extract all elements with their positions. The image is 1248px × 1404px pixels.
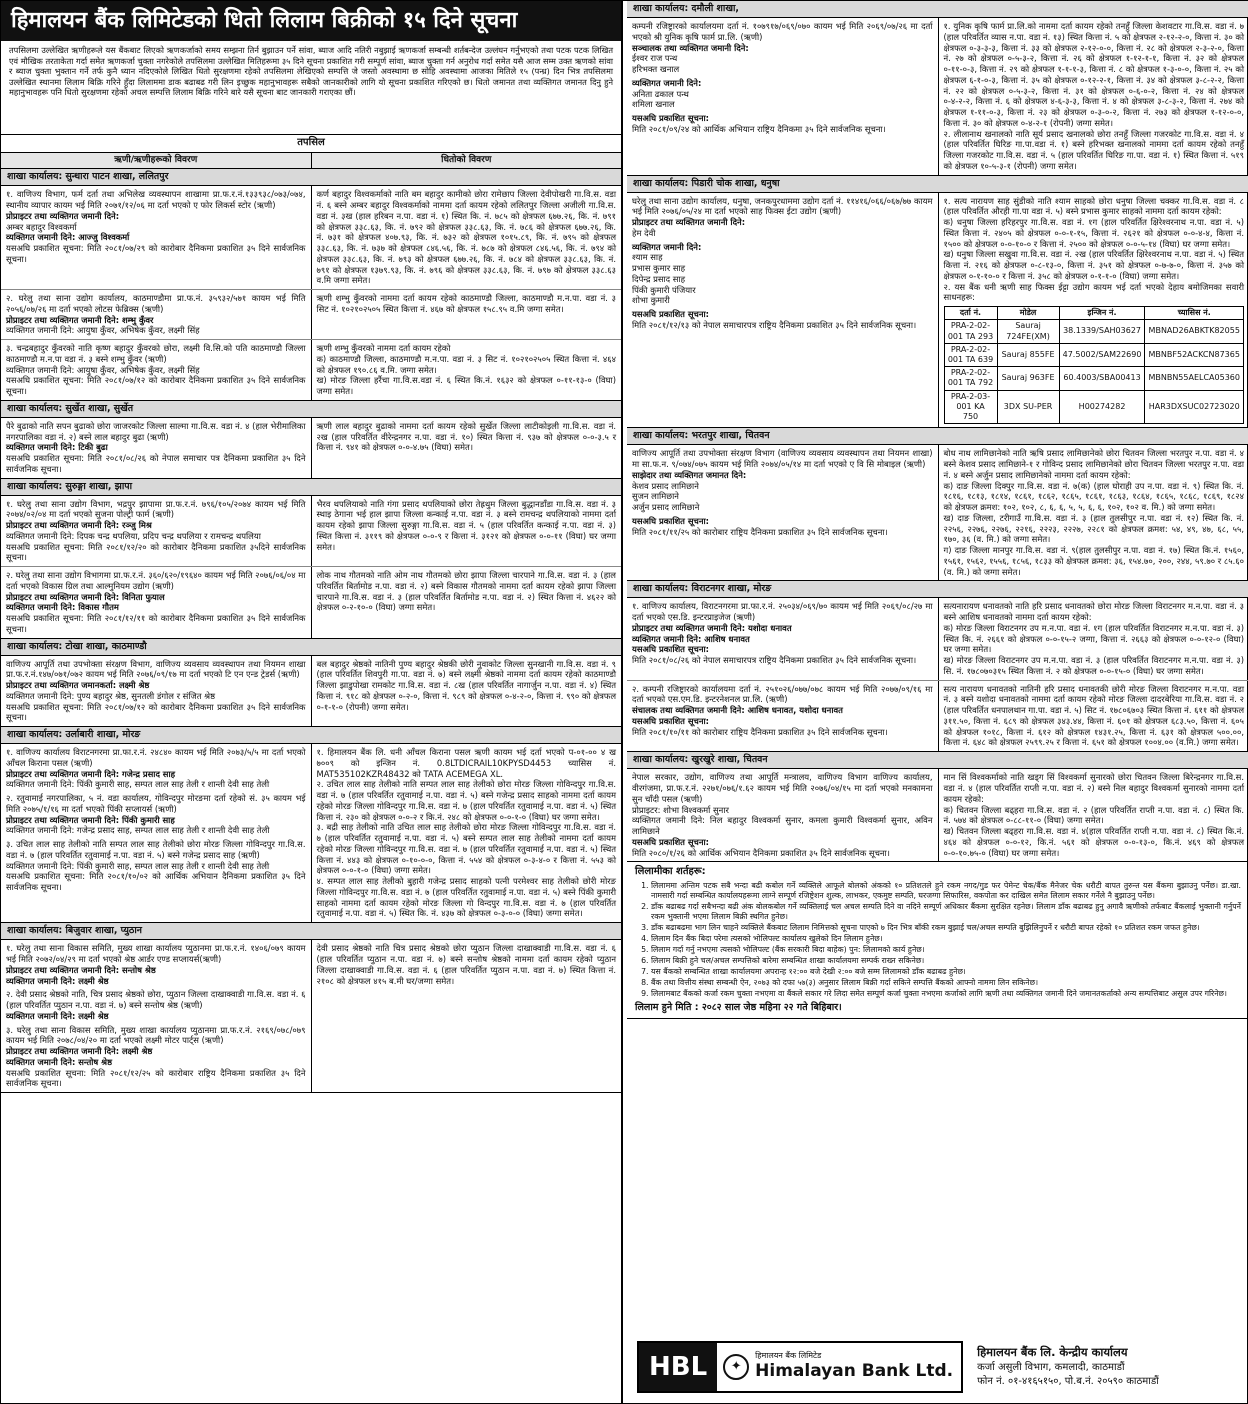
table-row xyxy=(627,445,1248,580)
borrower-details-line: प्रोप्राइटर तथा व्यक्तिगत जमानी दिने: सन्तोष श्रेष्ठ xyxy=(6,964,156,975)
collateral-details xyxy=(311,418,622,478)
borrower-details-line: १. घरेलु तथा साना उद्योग विभाग, भद्रपुर झापामा प्रा.फ.र.नं. ७९६/१०५/२०७४ कायम भई मिति २०७४/०२/०४ मा दर्ता भएको सुजना पोल्ट्री फार्म (ऋणी) xyxy=(6,498,306,520)
borrower-details-line: पिंकी कुमारी पंजियार xyxy=(632,284,696,295)
collateral-details-line: ऋणी शम्भु कुँवरको नाममा दर्ता कायम रहेको xyxy=(316,343,451,354)
borrower-details-line: यसअघि प्रकाशित सूचना: xyxy=(632,644,710,655)
collateral-details xyxy=(938,598,1248,679)
collateral-details xyxy=(311,744,622,922)
vehicle-cell: Sauraj 963FE xyxy=(997,367,1059,390)
borrower-details-line: व्यक्तिगत जमानी दिने: गजेन्द्र प्रसाद साह, सम्पत लाल साह तेली र शान्ती देवी साह तेली xyxy=(6,825,270,836)
borrower-details-line: प्रोप्राइटर तथा व्यक्तिगत जमानी दिने: xyxy=(6,210,120,221)
borrower-details xyxy=(1,290,311,339)
borrower-details-line: वाणिज्य आपूर्ति तथा उपभोक्ता संरक्षण विभाग, वाणिज्य व्यवसाय व्यवस्थापन तथा नियमन शाखा प्रा.फ.र.नं.१४७/०७१/०७२ कायम भई मिति २०७६/०९/१७ मा दर्ता भएको टि एन एन्ड ट्रेडर्स (ऋणी) xyxy=(6,658,306,680)
branch-heading: शाखा कार्यालय: टोखा शाखा, काठमाण्डौ xyxy=(1,639,621,656)
borrower-details-line: प्रोप्राइटर तथा व्यक्तिगत जमानी दिने: यशोदा धनावत xyxy=(632,622,792,633)
right-branch-list xyxy=(627,1,1248,862)
notice-title: हिमालयन बैंक लिमिटेडको धितो लिलाम बिक्रीको १५ दिने सूचना xyxy=(1,1,621,41)
borrower-details-line: २. घरेलु तथा साना उद्योग कार्यालय, काठमाण्डौमा प्रा.फ.नं. ३५९३२/५७१ कायम भई मिति २०५६/०७/२६ मा दर्ता भएको लोटस फेब्रिक्स (ऋणी) xyxy=(6,293,306,314)
vehicle-row xyxy=(944,343,1244,366)
logo-hbl-mark: HBL xyxy=(639,1343,717,1391)
table-row xyxy=(1,656,621,727)
borrower-details-line: हेम देवी xyxy=(632,227,656,238)
branch-heading: शाखा कार्यालय: विराटनगर शाखा, मोरङ xyxy=(627,581,1248,598)
table-row xyxy=(1,186,621,290)
collateral-details-line: क) काठमाण्डौ जिल्ला, काठमाण्डौ म.न.पा. वडा नं. ३ सिट नं. १०२१०२५०५ स्थित कित्ता नं. ४६४ को क्षेत्रफल १९०.८६ व.मि. जग्गा समेत। xyxy=(316,353,616,375)
branch-heading: शाखा कार्यालय: बिजुवार शाखा, प्युठान xyxy=(1,923,621,940)
logo-nepali-name: हिमालयन बैंक लिमिटेड xyxy=(755,1351,822,1360)
vehicle-cell: 60.4003/SBA00413 xyxy=(1059,367,1145,390)
collateral-details-line: भैरव थपलियाको नाति गंगा प्रसाद थपलियाको छोरा तेह्रथुम जिल्ला बुद्धानडाँडा गा.वि.स. वडा नं. ३ स्थाइ ठेगाना भई हाल झापा जिल्ला कन्काई न.पा. वडा नं. ३ बस्ने रामचन्द्र थपलियाको नाममा दर्ता कायम रहेको झापा जिल्ला सुरुङ्गा गा.वि.स. वडा नं. ५ (हाल परिवर्तित कन्काई न.पा. वडा नं. ३) स्थित कित्ता नं. ३११९ को क्षेत्रफल ०-०-९ र कित्ता नं. ३१२१ को क्षेत्रफल ०-०-११ (विघा) घर जग्गा समेत। xyxy=(316,498,616,552)
vehicle-cell: H00274282 xyxy=(1059,390,1145,424)
branch-section xyxy=(627,428,1248,581)
table-row xyxy=(627,193,1248,428)
borrower-details-line: व्यक्तिगत जमानी दिने: लक्ष्मी श्रेष्ठ xyxy=(6,1010,109,1021)
header-borrower: ऋणी/ऋणीहरूको विवरण xyxy=(114,154,198,165)
borrower-details-line: व्यक्तिगत जमानी दिने: पुण्य बहादुर श्रेष्ठ, सुनतली डंगोल र संजित श्रेष्ठ xyxy=(6,690,216,701)
left-branch-list xyxy=(1,169,621,1093)
borrower-details-line: मिति २०८१/११/२५ को कारोबार राष्ट्रिय दैनिकमा प्रकाशित ३५ दिने सार्वजनिक सूचना। xyxy=(632,526,888,537)
borrower-details-line: ३. उचित लाल साह तेलीको नाति सम्पत लाल साह तेलीको छोरा मोरङ जिल्ला गोविन्दपुर गा.वि.स. वडा नं. ७ (हाल परिवर्तित रतुवामाई न.पा. वडा नं. ५) बस्ने गजेन्द्र प्रसाद साह (ऋणी) xyxy=(6,839,306,860)
collateral-details xyxy=(938,769,1248,861)
branch-heading: शाखा कार्यालय: दमौली शाखा, xyxy=(627,1,1248,18)
vehicle-cell: Sauraj 855FE xyxy=(997,343,1059,366)
branch-section xyxy=(627,752,1248,862)
vehicle-col-header: इन्जिन नं. xyxy=(1059,307,1145,320)
collateral-details-line: ख) धनुषा जिल्ला सखुवा गा.वि.स. वडा नं. २ख (हाल परिवर्तित क्षिरेश्वरनाथ न.पा. वडा नं. ५) स्थित कित्ता नं. २१६ को क्षेत्रफल ०-८-१३-०, कित्ता नं. ३५१ को क्षेत्रफल ०-७-७-०, कित्ता नं. ३५७ को क्षेत्रफल ०-१-१०-० र कित्ता नं. ३५८ को क्षेत्रफल ०-१-१-० (विघा) जग्गा समेत। xyxy=(943,249,1244,281)
collateral-details-line: सत्य नारायण धनावतको नातिनी हरि प्रसाद धनावतकी छोरी मोरङ जिल्ला विराटनगर म.न.पा. वडा नं. ३ बस्ने यशोदा धनावतको नाममा दर्ता कायम रहेको मोरङ जिल्ला दादरबेरिया गा.वि.स. वडा नं. २ (हाल परिवर्तित धनपालथान गा.पा. वडा नं. ५) सिट नं. १७८०६७०३ स्थित कित्ता नं. ६११ को क्षेत्रफल ३११.५०, कित्ता नं. ६८९ को क्षेत्रफल ३४३.४४, कित्ता नं. ६०१ को क्षेत्रफल ६८३.५०, कित्ता नं. ६०५ को क्षेत्रफल १०१८, कित्ता नं. ६१२ को क्षेत्रफल १४३१.२५, कित्ता नं. ६३१ को क्षेत्रफल ५००.००, कित्ता नं. ६४८ को क्षेत्रफल २५९९.२५ र कित्ता नं. ६५१ को क्षेत्रफल १००४.०० (व.मि.) जग्गा समेत। xyxy=(943,683,1244,748)
branch-section xyxy=(627,1,1248,176)
borrower-details-line: २. घरेलु तथा साना उद्योग विभागमा प्रा.फ.र.नं. ३६०/६२०/१९६४० कायम भई मिति २०७६/०६/०४ मा दर्ता भएको विकास ग्रिल तथा आल्मुनियम उद्योग (ऋणी) xyxy=(6,570,306,591)
terms-list xyxy=(635,881,1241,999)
collateral-details xyxy=(938,681,1248,752)
term-item: 6. लिलाम बिक्री हुने चल/अचल सम्पत्तिको बारेमा सम्बन्धित शाखा कार्यालयमा सम्पर्क राख्न सकिनेछ। xyxy=(651,956,1241,966)
vehicle-cell: MBNBF52ACKCN87365 xyxy=(1145,343,1244,366)
borrower-details-line: व्यक्तिगत जमानी दिने: आयुषा कुँवर, अभिषेक कुँवर, लक्ष्मी सिंह xyxy=(6,325,200,336)
borrower-details xyxy=(1,418,311,478)
borrower-details-line: यसअघि प्रकाशित सूचना: xyxy=(632,836,710,847)
branch-heading: शाखा कार्यालय: सुन्धारा पाटन शाखा, ललितपुर xyxy=(1,169,621,186)
head-office-address xyxy=(977,1344,1159,1390)
table-row xyxy=(1,496,621,568)
vehicle-col-header: दर्ता नं. xyxy=(944,307,997,320)
borrower-details-line: केशव प्रसाद लामिछाने xyxy=(632,480,699,491)
borrower-details xyxy=(627,445,938,580)
term-item: 4. लिलाम दिन बैंक बिदा परेमा त्यसको भोलिपल्ट कार्यालय खुलेको दिन लिलाम हुनेछ। xyxy=(651,934,1241,944)
collateral-details-line: क) चितवन जिल्ला बढ्हरा गा.वि.स. वडा नं. २ (हाल परिवर्तित राप्ती न.पा. वडा नं. ८) स्थित कि. नं. ५७४ को क्षेत्रफल ०-८८-११-० (विघा) जग्गा समेत। xyxy=(943,804,1244,826)
collateral-details-line: ३. बद्री साह तेलीको नाति उचित लाल साह तेलीको छोरा मोरङ जिल्ला गोविन्दपुर गा.वि.स. वडा नं. ७ (हाल परिवर्तित रतुवामाई न.पा. वडा नं. ५) बस्ने सम्पत लाल साह तेलीको नाममा दर्ता कायम रहेको मोरङ जिल्ला गोविन्दपुर गा.वि.स. वडा नं. ७ (हाल परिवर्तित रतुवामाई न.पा. वडा नं. ५) स्थित कित्ता नं. ४४३ को क्षेत्रफल ०-१०-०-०, कित्ता नं. ५५४ को क्षेत्रफल ०-३-४-० र कित्ता नं. ५५३ को क्षेत्रफल ०-०-१-० (विघा) जग्गा समेत। xyxy=(316,822,616,876)
right-column xyxy=(627,1,1248,1403)
vehicle-row xyxy=(944,320,1244,343)
borrower-details xyxy=(1,940,311,1092)
borrower-details-line: अनिता ढकाल पन्थ xyxy=(632,88,689,99)
collateral-details-line: २. उचित लाल साह तेलीको नाति सम्पत लाल साह तेलीको छोरा मोरङ जिल्ला गोविन्दपुर गा.वि.स. वडा नं. ७ (हाल परिवर्तित रतुवामाई न.पा. वडा नं. ५) बस्ने गजेन्द्र प्रसाद साहको नाममा दर्ता कायम रहेको मोरङ जिल्ला गोविन्दपुर गा.वि.स. वडा नं. ७ (हाल परिवर्तित रतुवामाई न.पा. वडा नं. ५) स्थित कित्ता नं. २३० को क्षेत्रफल ०-०-२ र कि.नं. २४८ को क्षेत्रफल ०-०-१-० (विघा) घर जग्गा समेत। xyxy=(316,779,616,822)
borrower-details-line: व्यक्तिगत जमानी दिने: आशिष धनावत xyxy=(632,633,750,644)
borrower-details-line: घरेलु तथा साना उद्योग कार्यालय, धनुषा, जनकपुरधाममा उद्योग दर्ता नं. ११४१६/०६६/०६७/७७ कायम भई मिति २०७६/०५/२४ मा दर्ता भएको साह फिक्स ईटा उद्योग (ऋणी) xyxy=(632,195,933,217)
borrower-details-line: प्रोप्राइटर तथा व्यक्तिगत जमानी दिने: गजेन्द्र प्रसाद साह xyxy=(6,768,176,779)
table-row xyxy=(1,340,621,400)
collateral-details-line: २. यस बैंक धनी ऋणी साह फिक्स ईट्टा उद्योग कायम भई दर्ता भएको देहाय बमोजिमका सवारी साधनहरू: xyxy=(943,281,1244,303)
borrower-details-line: मिति २०८१/०९/२४ को आर्थिक अभियान राष्ट्रिय दैनिकमा ३५ दिने सार्वजनिक सूचना। xyxy=(632,123,886,134)
borrower-details-line: यसअघि प्रकाशित सूचना: मिति २०८१/०८/२६ को नेपाल समाचार पत्र दैनिकमा प्रकाशित ३५ दिने सार्वजनिक सूचना। xyxy=(6,453,306,474)
borrower-details-line: १. घरेलु तथा साना विकास समिति, मुख्य शाखा कार्यालय प्युठानमा प्रा.फ.र.नं. १४०६/०७९ कायम भई मिति २०७२/०४/२९ मा दर्ता भएको श्रेष्ठ आर्डर एण्ड सप्लायर्स(ऋणी) xyxy=(6,943,306,964)
branch-section xyxy=(1,639,621,728)
borrower-details-line: यसअघि प्रकाशित सूचना: मिति २०८१/०७/२९ को कारोबार दैनिकमा प्रकाशित ३५ दिने सार्वजनिक सूचना। xyxy=(6,243,306,264)
vehicle-cell: 47.5002/SAM22690 xyxy=(1059,343,1145,366)
office-title: हिमालयन बैंक लि. केन्द्रीय कार्यालय xyxy=(977,1345,1128,1360)
borrower-details-line: यसअघि प्रकाशित सूचना: xyxy=(632,309,710,320)
collateral-details-line: मान सिं विश्वकर्माको नाति खड्ग सिं विश्वकर्मा सुनारको छोरा चितवन जिल्ला बिरेन्द्रनगर गा.वि.स. वडा नं. ४ (हाल परिवर्तित राप्ती न.पा. वडा नं. २) बस्ने निल बहादुर विश्वकर्मा सुनारको नाममा दर्ता कायम रहेको: xyxy=(943,772,1244,804)
left-column xyxy=(1,1,623,1403)
borrower-details-line: यसअघि प्रकाशित सूचना: मिति २०८१/१२/११ को कारोबार दैनिकमा प्रकाशित ३५ दिने सार्वजनिक सूचना। xyxy=(6,613,306,634)
branch-section xyxy=(1,401,621,479)
borrower-details-line: मिति २०८१/१०/११ को कारोबार राष्ट्रिय दैनिकमा प्रकाशित ३५ दिने सार्वजनिक सूचना। xyxy=(632,726,888,737)
borrower-details xyxy=(1,340,311,400)
borrower-details-line: यसअघि प्रकाशित सूचना: मिति २०८१/०७/१२ को कारोबार दैनिकमा प्रकाशित ३५ दिने सार्वजनिक सूचना। xyxy=(6,375,306,397)
borrower-details-line: २. देवी प्रसाद श्रेष्ठको नाति, चित्र प्रसाद श्रेष्ठको छोरा, प्युठान जिल्ला दाखाक्वाडी गा.वि.स. वडा नं. ६ (हाल परिवर्तित प्युठान न.पा. वडा नं. ७) बस्ने सन्तोष श्रेष्ठ (ऋणी) xyxy=(6,989,306,1010)
table-row xyxy=(1,744,621,922)
vehicle-cell: MBNBN55AELCA05360 xyxy=(1145,367,1244,390)
borrower-details-line: व्यक्तिगत जमानी दिने: xyxy=(632,241,702,252)
borrower-details-line: शमिला खनाल xyxy=(632,99,675,110)
collateral-details xyxy=(311,940,622,1092)
collateral-details-line: ऋणी शम्भु कुँवरको नाममा दर्ता कायम रहेको काठमाण्डौ जिल्ला, काठमाण्डौ म.न.पा. वडा नं. ३ सिट नं. १०२१०२५०५ स्थित कित्ता नं. ४६७ को क्षेत्रफल १५८.९५ व.मि जग्गा समेत। xyxy=(316,293,616,314)
vehicle-cell: 38.1339/SAH03627 xyxy=(1059,320,1145,343)
vehicle-cell: MBNAD26ABKTK82055 xyxy=(1145,320,1244,343)
branch-heading: शाखा कार्यालय: सुरुङ्गा शाखा, झापा xyxy=(1,479,621,496)
borrower-details-line: हरिभक्त खनाल xyxy=(632,64,680,75)
borrower-details-line: शोभा कुमारी xyxy=(632,295,670,306)
borrower-details xyxy=(1,496,311,567)
borrower-details-line: व्यक्तिगत जमानी दिने: आयुषा कुँवर, अभिषेक कुँवर, लक्ष्मी सिंह xyxy=(6,364,200,375)
borrower-details-line: व्यक्तिगत जमानी दिने: सन्तोष श्रेष्ठ xyxy=(6,1056,113,1067)
collateral-details xyxy=(311,567,622,638)
notice-intro: तपसिलमा उल्लेखित ऋणीहरूले यस बैंकबाट लिएको ऋणकर्जाको समय सम्झना तिर्न बुझाउन पर्ने सांवा, ब्याज आदि नतिरी नबुझाई ऋणकर्जा सम्बन्धी शर्तबन्देज उल्लंघन गर्नुभएको तथा पटक पटक लिखित एवं मौखिक तरताकेता गर्दा समेत ऋणकर्जा चुक्ता नगरेकोले तपसिलमा उल्लेखित मितिहरूमा ३५ दिने सूचना प्रकाशित गरी सम्पूर्ण सांवा, ब्याज चुक्ता गर्न अनुरोध गर्दा समेत यसै आज सम्म उक्त ऋणको सांवा र ब्याज चुक्ता भुक्तान गर्ने तर्फ कुनै ध्यान नदिएकोले लिखित धितो सुरक्षणमा रहेको तपसिलमा लेखिएको सम्पत्ति जे जस्तो अवस्थामा छ सोहि अवस्थामा आजका मितिले १५ (पन्ध्र) दिन भित्र तपसिलमा उल्लेखित स्थानमा लिलाम बिक्रि गरिने हुँदा लिलाममा डाक बढाबढ गरी लिन इच्छुक महानुभावहरू सबैको जानकारीको लागि यो सूचना प्रकाशित गरिएको छ। धितो जमानत तथा व्यक्तिगत जमानत दिनु हुने महानुभावहरू पनि धितो सुरक्षणमा रहेको अचल सम्पत्ति लिलाम बिक्रि गरिने बारे यसै सूचना बाट जानकारी गराएका छौं। xyxy=(1,41,621,135)
collateral-details xyxy=(311,340,622,400)
vehicle-table-header xyxy=(944,307,1244,320)
borrower-details-line: प्रोप्राइटर तथा व्यक्तिगत जमानी दिने: लक्ष्मी श्रेष्ठ xyxy=(6,1046,153,1056)
table-row xyxy=(627,598,1248,680)
borrower-details-line: प्रोप्राइटर तथा व्यक्तिगत जमानी दिने: रञ्जु मिश्र xyxy=(6,520,152,531)
collateral-details-line: २. लीलानाथ खनालको नाति सूर्य प्रसाद खनालको छोरा तनहुँ जिल्ला गजरकोट गा.वि.स. वडा नं. ४ (हाल परिवर्तित घिरिङ गा.पा.वडा नं. १) बस्ने हरिभक्त खनालको नाममा दर्ता कायम रहेको तनहुँ जिल्ला गजरकोट गा.वि.स. वडा नं. ५ (हाल परिवर्तित घिरिङ गा.पा. वडा नं. १) स्थित कित्ता नं. ५१९ को क्षेत्रफल १०-५-३-१ (रोपनी) जग्गा समेत। xyxy=(943,128,1244,171)
auction-date: लिलाम हुने मिति : २०८२ साल जेष्ठ महिना २२ गते बिहिबार। xyxy=(635,1001,842,1013)
collateral-details-line: क) दाङ जिल्ला दिक्पुर गा.वि.स. वडा नं. ७(क) (हाल घोराही उप न.पा. वडा नं. ९) स्थित कि. नं. १८१६, १८१३, १८१४, १८६१, १८६२, १८६५, १८६१, १८६३, १८६४, १८६५, १८६८, १८६९, १८२४ को क्षेत्रफल क्रमश: १०२, १०२, ८, ६, ६, ५, ५, ६, ६, १०२, १०२ व. मि.) को जग्गा समेत। xyxy=(943,480,1244,513)
collateral-details-line: ऋणी लाल बहादुर बुढाको नाममा दर्ता कायम रहेको सुर्खेत जिल्ला लाटीकोइली गा.वि.स. वडा नं. २ख (हाल परिवर्तित वीरेन्द्रनगर न.पा. वडा नं. १०) स्थित कित्ता नं. ९३७ को क्षेत्रफल ०-०-३.५ र कित्ता नं. ९४१ को क्षेत्रफल ०-०-४.७५ (विघा) समेत। xyxy=(316,420,616,453)
borrower-details-line: व्यक्तिगत जमानी दिने: टिकी बुढा xyxy=(6,442,108,453)
borrower-details-line: मिति २०८०/१/२६ को आर्थिक अभियान दैनिकमा प्रकाशित ३५ दिने सार्वजनिक सूचना। xyxy=(632,847,890,858)
collateral-details-line: १. युनिक कृषि फार्म प्रा.लि.को नाममा दर्ता कायम रहेको तनहुँ जिल्ला केशवटार गा.वि.स. वडा नं. ७ (हाल परिवर्तित व्यास न.पा. वडा नं. १३) स्थित कित्ता नं. ५ को क्षेत्रफल २-१२-२-०, कित्ता नं. ३० को क्षेत्रफल ०-३-३-३, कित्ता नं. ३३ को क्षेत्रफल २-१२-०-०, कित्ता नं. २८ को क्षेत्रफल २-३-२-०, कित्ता नं. २७ को क्षेत्रफल ०-५-३-२, कित्ता नं. २६ को क्षेत्रफल १-१२-१-१, कित्ता नं. ३२ को क्षेत्रफल ०-११-०-३, कित्ता नं. २९ को क्षेत्रफल १-१-१-३, कित्ता नं. ८ को क्षेत्रफल १-३-०-०, कित्ता नं. २५ को क्षेत्रफल ६-१-०-३, कित्ता नं. ३५ को क्षेत्रफल ०-१२-२-१, कित्ता नं. ३४ को क्षेत्रफल ३-८-२-२, कित्ता नं. २२ को क्षेत्रफल ०-५-३-२, कित्ता नं. ३१ को क्षेत्रफल ०-६-०-२, कित्ता नं. २४ को क्षेत्रफल ०-४-२-२, कित्ता नं. ६ को क्षेत्रफल ४-६-३-३, कित्ता नं. ४ को क्षेत्रफल ३-८-३-२, कित्ता नं. २७४ को क्षेत्रफल १-११-०-३, कित्ता नं. २३ को क्षेत्रफल ०-३-०-२, कित्ता नं. २७३ को क्षेत्रफल १-१२-०-०, कित्ता नं. ३० को क्षेत्रफल ०-४-२-१ (रोपनी) जग्गा समेत। xyxy=(943,21,1244,128)
branch-section xyxy=(1,479,621,639)
borrower-details xyxy=(1,186,311,289)
borrower-details xyxy=(1,656,311,727)
borrower-details-line: मिति २०८१/०८/२६ को नेपाल समाचारपत्र राष्ट्रिय दैनिकमा प्रकाशित ३५ दिने सार्वजनिक सूचना। xyxy=(632,655,917,666)
borrower-details-line: यसअघि प्रकाशित सूचना: xyxy=(632,113,710,124)
collateral-details-line: बोध नाथ लामिछानेको नाति ऋषि प्रसाद लामिछानेको छोरा चितवन जिल्ला भरतपुर न.पा. वडा नं. ४ बस्ने केशव प्रसाद लामिछाने-१ र गोविन्द प्रसाद लामिछानेको छोरा चितवन जिल्ला भरतपुर न.पा. वडा नं. ४ बस्ने अर्जुन प्रसाद लामिछानेको नाममा दर्ता कायम रहेको: xyxy=(943,448,1244,480)
borrower-details-line: साझेदार तथा व्यक्तिगत जमानत दिने: xyxy=(632,469,747,480)
collateral-details-line: क) धनुषा जिल्ला हरिहरपुर गा.वि.स. वडा नं. १ग (हाल परिवर्तित क्षिरेश्वरनाथ न.पा. वडा नं. ५) स्थित कित्ता नं. २४०५ को क्षेत्रफल ०-०-१-१५, कित्ता नं. २६२१ को क्षेत्रफल ०-०-४-४, कित्ता नं. १५०० को क्षेत्रफल ०-०-१०-० र कित्ता नं. २५०० को क्षेत्रफल ०-०-५-१४ (विघा) घर जग्गा समेत। xyxy=(943,217,1244,249)
borrower-details-line: सञ्चालक तथा व्यक्तिगत जमानी दिने: xyxy=(632,42,749,53)
borrower-details xyxy=(1,744,311,922)
borrower-details xyxy=(627,769,938,861)
borrower-details-line: व्यक्तिगत जमानी दिने: पिंकी कुमारी साह, सम्पत लाल साह तेली र शान्ती देवी साह तेली xyxy=(6,860,270,871)
table-row xyxy=(627,18,1248,175)
borrower-details-line: नेपाल सरकार, उद्योग, वाणिज्य तथा आपूर्ति मन्त्रालय, वाणिज्य विभाग वाणिज्य कार्यालय, वीरगंजमा, प्रा.फ.र.नं. २२७१/०७६/१.६२ कायम भई मिति २०७६/०४/१५ मा दर्ता भएको मनकामना सुन चाँदी पसल (ऋणी) xyxy=(632,772,933,804)
borrower-details-line: प्रोप्राइटर तथा व्यक्तिगत जमानकर्ता: लक्ष्मी श्रेष्ठ xyxy=(6,680,150,691)
borrower-details-line: यसअघि प्रकाशित सूचना: xyxy=(632,515,710,526)
term-item: 9. लिलामबाट बैंकको कर्जा रकम चुक्ता नभएमा वा बैंकले सकार गरे लिदा समेत सम्पूर्ण कर्जा चुक्ता नभएमा कर्जाको लागि ऋणी तथा व्यक्तिगत जमानी दिने जमानतकर्ताको अन्य सम्पत्तिबाट असुल उपर गरिनेछ। xyxy=(651,989,1241,999)
branch-section xyxy=(1,169,621,401)
table-row xyxy=(627,681,1248,752)
borrower-details-line: यसअघि प्रकाशित सूचना: मिति २०८१/१०/०२ को आर्थिक अभियान दैनिकमा प्रकाशित ३५ दिने सार्वजनिक सूचना। xyxy=(6,871,306,893)
borrower-details-line: १. वाणिज्य विभाग, फर्म दर्ता तथा अभिलेख व्यवस्थापन शाखामा प्रा.फ.र.नं.१३३९३८/०७३/०७४, स्थानीय व्यापार कायम भई मिति २०७१/१२/०६ मा दर्ता भएको ए फोर लिकर्स स्टोर (ऋणी) xyxy=(6,189,306,211)
vehicle-row xyxy=(944,390,1244,424)
borrower-details-line: व्यक्तिगत जमानी दिने: आज्जु विश्वकर्मा xyxy=(6,232,130,243)
borrower-details-line: व्यक्तिगत जमानी दिने: निल बहादुर विश्वकर्मा सुनार, कमला कुमारी विश्वकर्मा सुनार, अविन लामिछाने xyxy=(632,815,933,836)
branch-heading: शाखा कार्यालय: सुर्खेत शाखा, सुर्खेत xyxy=(1,401,621,418)
branch-heading: शाखा कार्यालय: उर्लाबारी शाखा, मोरङ xyxy=(1,727,621,744)
borrower-details xyxy=(627,681,938,752)
branch-section xyxy=(627,176,1248,429)
branch-heading: शाखा कार्यालय: पिडारी चोक शाखा, धनुषा xyxy=(627,176,1248,193)
borrower-details-line: प्रोप्राइटर तथा व्यक्तिगत जमानी दिने: शम्भु कुँवर xyxy=(6,314,154,325)
borrower-details-line: प्रोप्राइटर तथा व्यक्तिगत जमानी दिने: xyxy=(632,217,746,228)
collateral-details xyxy=(311,656,622,727)
branch-heading: शाखा कार्यालय: भरतपुर शाखा, चितवन xyxy=(627,428,1248,445)
borrower-details-line: वाणिज्य आपूर्ति तथा उपभोक्ता संरक्षण विभाग (वाणिज्य व्यवसाय व्यवस्थापन तथा नियमन शाखा) मा सा.फ.न. ९/०७४/०७५ कायम भई मिति २०७४/०५/१४ मा दर्ता भएको ए वि सि मोबाइल (ऋणी) xyxy=(632,448,933,470)
bank-footer xyxy=(627,1331,1248,1403)
vehicle-cell: PRA-2-03-001 KA 750 xyxy=(944,390,997,424)
borrower-details-line: मिति २०८१/१२/१३ को नेपाल समाचारपत्र राष्ट्रिय दैनिकमा प्रकाशित ३५ दिने सार्वजनिक सूचना। xyxy=(632,319,917,330)
borrower-details-line: प्रोप्राइटर तथा व्यक्तिगत जमानी दिने: पिंकी कुमारी साह xyxy=(6,814,175,825)
collateral-details xyxy=(938,193,1248,428)
borrower-details-line: संचालक तथा व्यक्तिगत जमानी दिने: आशिष धनावत, यशोदा धनावत xyxy=(632,705,843,716)
borrower-details-line: व्यक्तिगत जमानी दिने: xyxy=(632,77,702,88)
vehicle-cell: PRA-2-02-001 TA 639 xyxy=(944,343,997,366)
branch-heading: शाखा कार्यालय: खुरखुरे शाखा, चितवन xyxy=(627,752,1248,769)
vehicle-col-header: मोडेल xyxy=(997,307,1059,320)
collateral-details-line: ख) मोरङ जिल्ला हर्रैचा गा.वि.स.वडा नं. ६ स्थित कि.नं. १६३२ को क्षेत्रफल ०-११-१३-० (विघा) जग्गा समेत। xyxy=(316,375,616,397)
collateral-details-line: ख) मोरङ जिल्ला विराटनगर उप म.न.पा. वडा नं. ३ (हाल परिवर्तित विराटनगर म.न.पा. वडा नं. ३) सि. नं. १७८०७०३१५ स्थित कित्ता नं. २ को क्षेत्रफल ०-०-१५-० (विघा) घर जग्गा समेत। xyxy=(943,655,1244,676)
branch-section xyxy=(627,581,1248,752)
borrower-details-line: व्यक्तिगत जमानी दिने: लक्ष्मी श्रेष्ठ xyxy=(6,975,109,986)
logo-wordmark xyxy=(755,1351,961,1383)
vehicle-table xyxy=(944,306,1245,424)
borrower-details-line: व्यक्तिगत जमानी दिने: पिंकी कुमारी साह, सम्पत लाल साह तेली र शान्ती देवी साह तेली xyxy=(6,779,270,790)
borrower-details-line: २. रतुवामाई नगरपालिका, ५ नं. वडा कार्यालय, गोविन्दपुर मोरङमा दर्ता रहेको सं. ३५ कायम भई मिति २०७५/१/१६ मा दर्ता भएको पिंकी सप्लायर्स (ऋणी) xyxy=(6,793,306,814)
table-row xyxy=(1,418,621,478)
schedule-label: तपसिल xyxy=(1,135,621,153)
term-item: 8. बैंक तथा वित्तीय संस्था सम्बन्धी ऐन, २०७३ को दफा ५७(३) अनुसार लिलाम बिक्री गर्दा सकिने सम्पत्ति बैंकको आफ्नो नाममा लिन सकिनेछ। xyxy=(651,978,1241,988)
borrower-details-line: ३. घरेलु तथा साना विकास समिति, मुख्य शाखा कार्यालय प्युठानमा प्रा.फ.र.नं. २१६९/०७८/०७९ कायम भई मिति २०७८/०४/२० मा दर्ता भएको लक्ष्मी मोटर पार्ट्स (ऋणी) xyxy=(6,1024,306,1046)
borrower-details-line: यसअघि प्रकाशित सूचना: मिति २०८१/१२/२० को कारोबार दैनिकमा प्रकाशित ३५दिने सार्वजनिक सूचना। xyxy=(6,541,306,563)
borrower-details xyxy=(627,193,938,428)
vehicle-cell: PRA-2-02-001 TA 293 xyxy=(944,320,997,343)
office-contact: फोन नं. ०१-४१६५१५०, पो.ब.नं. २०५९० काठमाडौं xyxy=(977,1376,1159,1388)
borrower-details-line: व्यक्तिगत जमानी दिने: दिपक चन्द्र थपलिया, प्रदिप चन्द्र थपलिया र रामचन्द्र थपलिया xyxy=(6,530,261,541)
auction-terms xyxy=(627,862,1248,1019)
vehicle-col-header: च्यासिस नं. xyxy=(1145,307,1244,320)
office-department: कर्जा असुली विभाग, कमलादी, काठमाडौं xyxy=(977,1361,1125,1373)
collateral-details xyxy=(311,496,622,567)
borrower-details-line: यसअघि प्रकाशित सूचना: xyxy=(632,715,710,726)
borrower-details-line: प्रोप्राइटर: शोभा विश्वकर्मा सुनार xyxy=(632,804,729,815)
borrower-details xyxy=(1,567,311,638)
borrower-details-line: यसअघि प्रकाशित सूचना: मिति २०८१/०७/१२ को कारोबार दैनिकमा प्रकाशित ३५ दिने सार्वजनिक सूचना। xyxy=(6,701,306,723)
collateral-details-line: ख) चितवन जिल्ला बढ्हरा गा.वि.स. वडा नं. ४(हाल परिवर्तित राप्ती न.पा. वडा नं. ८) स्थित कि.नं. ४६४ को क्षेत्रफल ०-०-१२, कि.नं. ५६१ को क्षेत्रफल ०-०-१३-०, कि.नं. ४६९ को क्षेत्रफल ०-०-१०.७५-० (विघा) घर जग्गा समेत। xyxy=(943,826,1244,858)
borrower-details-line: व्यक्तिगत जमानी दिने: विकास गौतम xyxy=(6,602,119,613)
term-item: 5. लिलाम गर्दा गर्नु नभएमा त्यसको भोलिपल्ट (बैंक सरकारी बिदा बाहेक) पुन: लिलामको कार्य हुनेछ। xyxy=(651,945,1241,955)
borrower-details-line: कम्पनी रजिष्ट्रारको कार्यालयमा दर्ता नं. १०७९१७/०६९/०७० कायम भई मिति २०६९/०७/२६ मा दर्ता भएको श्री युनिक कृषि फार्म प्रा.लि. (ऋणी) xyxy=(632,21,933,42)
table-header xyxy=(1,153,621,170)
collateral-details-line: सत्यनारायण धनावतको नाति हरि प्रसाद धनावतको छोरा मोरङ जिल्ला विराटनगर म.न.पा. वडा नं. ३ बस्ने आशिष धनावतको नाममा दर्ता कायम रहेको: xyxy=(943,601,1244,623)
vehicle-cell: Sauraj 724FE(XM) xyxy=(997,320,1059,343)
term-item: 1. लिलाममा अन्तिम पटक सबै भन्दा बढी कबोल गर्ने व्यक्तिले आफूले बोलको अंकको १० प्रतिशतले हुने रकम नगद/गुड फर पेमेन्ट चेक/बैंक मैनेजर चेक धरौटी बापत तुरुन्त यस बैंकमा बुझाउनु पर्नेछ। डा.खा. नामसारी गर्दा सम्बन्धित कार्यालयहरूमा लाग्ने सम्पूर्ण रजिष्ट्रेशन शुल्क, लाभकर, एकमुष्ट सम्पति, घरजग्गा सिफारिस, वकपोता कर दाखिल समेत लिलाम सकार गर्नेले नै बुझाउनु पर्नेछ। xyxy=(651,881,1241,901)
collateral-details-line: क) मोरङ जिल्ला विराटनगर उप म.न.पा. वडा नं. १ग (हाल परिवर्तित विराटनगर म.न.पा. वडा नं. ३) स्थित कि. नं. २६६१ को क्षेत्रफल ०-०-१५-२ जग्गा, कित्ता नं. २६६३ को क्षेत्रफल ०-०-१२-० (विघा) घर जग्गा समेत। xyxy=(943,622,1244,655)
borrower-details-line: पैरे बुढाको नाति सपन बुढाको छोरा जाजरकोट जिल्ला साल्मा गा.वि.स. वडा नं. ४ (हाल भेरीमालिका नगरपालिका वडा नं. २) बस्ने लाल बहादुर बुढा (ऋणी) xyxy=(6,420,306,442)
borrower-details-line: अम्बर बहादुर विश्वकर्मा xyxy=(6,221,77,232)
table-row xyxy=(1,290,621,340)
borrower-details-line: प्रभास कुमार साह xyxy=(632,263,686,274)
collateral-details-line: बल बहादुर श्रेष्ठको नातिनी पुण्य बहादुर श्रेष्ठकी छोरी नुवाकोट जिल्ला सुनखानी गा.वि.स. वडा नं. ९ (हाल परिवर्तित शिवपुरी गा.पा. वडा नं. ७) बस्ने लक्ष्मी श्रेष्ठको नाममा दर्ता कायम रहेको काठमाण्डौ जिल्ला झाडुपोखा रामकोट गा.वि.स. वडा नं. ८ख (हाल परिवर्तित नागार्जुन न.पा. वडा नं. ४) स्थित कित्ता नं. ९१८ को क्षेत्रफल ०-२-०, कित्ता नं. ९८९ को क्षेत्रफल ०-४-२-०, कित्ता नं. ९९० को क्षेत्रफल ०-१-१-० (रोपनी) जग्गा समेत। xyxy=(316,658,616,712)
borrower-details xyxy=(627,18,938,175)
collateral-details-line: ४. सम्पत लाल साह तेलीको बुहारी गजेन्द्र प्रसाद साहको पत्नी परमेश्वर साह तेलीको छोरी मोरङ जिल्ला गोविन्दपुर गा.वि.स. वडा नं. ७ (हाल परिवर्तित रतुवामाई न.पा. वडा नं. ५) बस्ने पिंकी कुमारी साहको नाममा दर्ता कायम रहेको मोरङ जिल्ला गो विन्दपुर गा.वि.स. वडा नं. ७ (हाल परिवर्तित रतुवामाई न.पा. वडा नं. ५) स्थित कि. नं. ४३७ को क्षेत्रफल ०-३-०-० (विघा) जग्गा समेत। xyxy=(316,876,616,919)
table-row xyxy=(627,769,1248,861)
bank-logo xyxy=(637,1341,963,1393)
header-collateral: धितोको विवरण xyxy=(311,153,622,169)
collateral-details xyxy=(311,186,622,289)
terms-title: लिलामीका शर्तहरू: xyxy=(635,866,706,878)
collateral-details xyxy=(938,18,1248,175)
vehicle-cell: 3DX SU-PER xyxy=(997,390,1059,424)
table-row xyxy=(1,940,621,1092)
branch-section xyxy=(1,923,621,1093)
borrower-details-line: २. कम्पनी रजिष्ट्रारको कार्यालयमा दर्ता नं. २५१०२६/०७७/०७८ कायम भई मिति २०७७/०९/१६ मा दर्ता भएको एस.एम.डि. इन्टरनेशनल प्रा.लि. (ऋणी) xyxy=(632,683,933,705)
vehicle-cell: PRA-2-02-001 TA 792 xyxy=(944,367,997,390)
collateral-details-line: कर्ण बहादुर विश्वकर्माको नाति बम बहादुर कामीको छोरा रामेछाप जिल्ला देवीपोखरी गा.वि.स. वडा नं. ६ बस्ने अम्बर बहादुर विश्वकर्माको नाममा दर्ता कायम रहेको ललितपुर जिल्ला अजीली गा.वि.स. वडा नं. ३ख (हाल हरिबन न.पा. वडा नं. १) स्थित कि. नं. ७८५ को क्षेत्रफल ६७७.२६, कि. नं. ७९१ को क्षेत्रफल ३३८.६३, कि. नं. ७९२ को क्षेत्रफल ३३८.६३, कि. नं. ७८६ को क्षेत्रफल ६७७.२६, कि. नं. ७३१ को क्षेत्रफल ४०७.९३, कि. नं. ७३२ को क्षेत्रफल १०१५.८९, कि. नं. ७९५ को क्षेत्रफल ३३८.६३, कि. नं. ७३७ को क्षेत्रफल ८४६.५६, कि. नं. ७८७ को क्षेत्रफल ८४६.५६, कि. नं. ७९४ को क्षेत्रफल ३३८.६३, कि. नं. ७९३ को क्षेत्रफल ६७७.२६, कि. नं. ७८४ को क्षेत्रफल ३३८.६३, कि. नं. ७९१ को क्षेत्रफल १३७९.९३, कि. नं. ७९६ को क्षेत्रफल ३३८.६३, कि. नं. ७९७ को क्षेत्रफल ३३८.६३ व.मि जग्गा समेत। xyxy=(316,189,616,286)
collateral-details-line: लोक नाथ गौतमको नाति ओम नाथ गौतमको छोरा झापा जिल्ला चारपाने गा.वि.स. वडा नं. ३ (हाल परिवर्तित बिर्तामोड न.पा. वडा नं. २) बस्ने विकास गौतमको नाममा दर्ता कायम रहेको झापा जिल्ला चारपाने गा.वि.स. वडा नं. ३ (हाल परिवर्तित बिर्तामोड न.पा. वडा नं. २) स्थित कित्ता नं. ४६२२ को क्षेत्रफल ०-२-१०-० (विघा) जग्गा समेत। xyxy=(316,570,616,613)
vehicle-row xyxy=(944,367,1244,390)
term-item: 7. यस बैंकको सम्बन्धित शाखा कार्यालयमा अपरान्ह १२:०० बजे देखी २:०० बजे सम्म लिलामको डाँक बढाबढ हुनेछ। xyxy=(651,967,1241,977)
borrower-details-line: दिपेन्द्र प्रसाद साह xyxy=(632,273,686,284)
borrower-details-line: यसअघि प्रकाशित सूचना: मिति २०८१/१२/२५ को कारोबार राष्ट्रिय दैनिकमा प्रकाशित ३५ दिने सार्वजनिक सूचना। xyxy=(6,1067,306,1089)
logo-english-name: Himalayan Bank Ltd. xyxy=(755,1361,954,1382)
collateral-details-line: १. हिमालयन बैंक लि. धनी आँचल किराना पसल ऋणी कायम भई दर्ता भएको प-०१-०० ४ ख ७००९ को इन्जिन नं. 0.8LTDICRAIL10KPYSD4453 च्यासिस नं. MAT535102KZR48432 को TATA ACEMEGA XL. xyxy=(316,747,616,779)
vehicle-cell: HAR3DXSUC02723020 xyxy=(1145,390,1244,424)
borrower-details-line: प्रोप्राइटर तथा व्यक्तिगत जमानी दिने: विनिता फुयाल xyxy=(6,591,165,602)
emblem-icon: ✦ xyxy=(723,1354,749,1380)
collateral-details xyxy=(311,290,622,339)
term-item: 3. डाँक बढाबढमा भाग लिन चाहने व्यक्तिले बैंकबाट लिलाम निमित्तको सूचना पाएको ७ दिन भित्र बाँकी रकम बुझाई चल/अचल सम्पति बुझिलिनुपर्ने र धरौटी बापत रहेको १० प्रतिशत रकम जफत हुनेछ। xyxy=(651,923,1241,933)
collateral-details-line: १. सत्य नारायण साह सुंडीको नाति श्याम साहको छोरा धनुषा जिल्ला चक्कर गा.वि.स. वडा नं. ८ (हाल परिवर्तित औरही गा.पा वडा नं. ५) बस्ने प्रभास कुमार साहको नाममा दर्ता कायम रहेको: xyxy=(943,195,1244,217)
branch-section xyxy=(1,727,621,923)
borrower-details-line: १. वाणिज्य कार्यालय, विराटनगरमा प्रा.फा.र.नं. २५०३४/०६९/७० कायम भई मिति २०६९/०८/२७ मा दर्ता भएको एस.डि. इन्टरप्राइजेज (ऋणी) xyxy=(632,601,933,623)
borrower-details-line: १. वाणिज्य कार्यालय विराटनगरमा प्रा.फा.र.नं. २४८४० कायम भई मिति २०७३/५/५ मा दर्ता भएको आँचल किराना पसल (ऋणी) xyxy=(6,747,306,768)
borrower-details xyxy=(627,598,938,679)
borrower-details-line: श्याम साह xyxy=(632,252,663,263)
collateral-details-line: देवी प्रसाद श्रेष्ठको नाति चित्र प्रसाद श्रेष्ठको छोरा प्युठान जिल्ला दाखाक्वाडी गा.वि.स. वडा नं. ६ (हाल परिवर्तित प्युठान न.पा. वडा नं. ७) बस्ने सन्तोष श्रेष्ठको नाममा दर्ता कायम रहेको प्युठान जिल्ला दाखाक्वाडी गा.वि.स. वडा नं. ६ (हाल परिवर्तित प्युठान न.पा. वडा नं. ७) स्थित कित्ता नं. २१०८ को क्षेत्रफल ४१५ ब.मी घर/जग्गा समेत। xyxy=(316,943,616,986)
borrower-details-line: ३. चन्द्रबहादुर कुँवरको नाति कृष्ण बहादुर कुँवरको छोरा, लक्ष्मी वि.सि.को पति काठमाण्डौ जिल्ला काठमाण्डौ म.न.पा वडा नं. ३ बस्ने शम्भु कुँवर (ऋणी) xyxy=(6,343,306,364)
borrower-details-line: ईश्वर राज पन्थ xyxy=(632,53,678,64)
borrower-details-line: सुजन लामिछाने xyxy=(632,491,679,502)
term-item: 2. डाँक बढाबढ गर्दा सबैभन्दा बढी अंक बोलकबोल गर्ने व्यक्तिलाई चल अचल सम्पति दिने वा नदिने सम्पूर्ण अधिकार बैंकमा सुरक्षित रहनेछ। लिलाम डाँक बढाबढ हुनु अगावै ऋणीको तर्फबाट बैंकलाई भुक्तानी गर्नुपर्ने रकम भुक्तानी भएमा लिलाम बिक्री स्थगित हुनेछ। xyxy=(651,902,1241,922)
collateral-details xyxy=(938,445,1248,580)
borrower-details-line: अर्जुन प्रसाद लामिछाने xyxy=(632,502,700,513)
collateral-details-line: ग) दाङ जिल्ला मानपुर गा.वि.स. वडा नं. ९(हाल तुलसीपुर न.पा. वडा नं. १७) स्थित कि.नं. १५६०, १५६१, १५६२, १५५६, १८५६, १८३३ को क्षेत्रफल क्रमश: ३६, १५४.७०, २००, २४४, ५९.७० र ८५.६० (व. मि.) को जग्गा समेत। xyxy=(943,545,1244,577)
collateral-details-line: ख) दाङ जिल्ला, टरीगाउँ गा.वि.स. वडा नं. ३ (हाल तुलसीपुर न.पा. वडा नं. १२) स्थित कि. नं. २२५६, २२७६, २२७६, २२१६, २२२३, २२२७, २२८१ को क्षेत्रफल क्रमश: ५४, ४९, ४७, ६८, ५५, १७०, ३६ (व. मि.) को जग्गा समेत। xyxy=(943,512,1244,545)
table-row xyxy=(1,567,621,638)
